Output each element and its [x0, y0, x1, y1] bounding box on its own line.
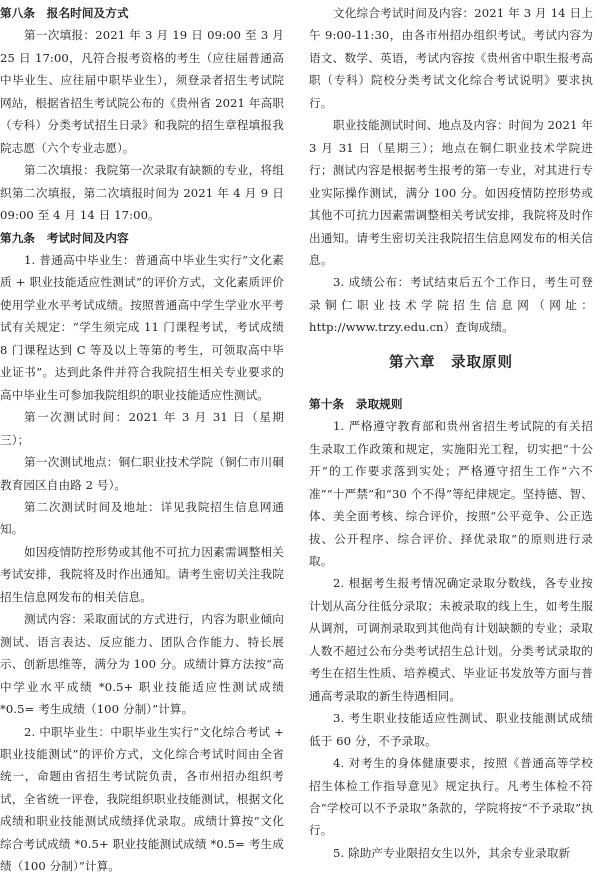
- admission-rule-1: 1. 严格遵守教育部和贵州省招生考试院的有关招生录取工作政策和规定，实施阳光工程，切实把“十公开”的工作要求落到实处；严格遵守招生工作“六不准”“十严禁”和“30 个不得”等纪律规定。坚持德、智、体、美全面考核、综合评价，按照“公平竞争、公正选拔、公开程序、综合评价、择优录取”的原则进行录取。: [309, 419, 593, 568]
- first-test-location: 第一次测试地点：铜仁职业技术学院（铜仁市川硐教育园区自由路 2 号）。: [0, 455, 284, 492]
- left-column: [0, 2, 284, 878]
- second-test-info: 第二次测试时间及地址：详见我院招生信息网通知。: [0, 499, 284, 537]
- admission-rule-2: 2. 根据考生报考情况确定录取分数线，各专业按计划从高分往低分录取；未被录取的线上生，如考生服从调剂，可调剂录取到其他尚有计划缺额的专业；录取人数不超过公布分类考试招生总计划。分类考试录取的考生在招生性质、培养模式、毕业证书发放等方面与普通高考录取的新生待遇相同。: [309, 576, 593, 703]
- article-8-heading: 第八条 报名时间及方式: [0, 6, 129, 20]
- first-registration-paragraph: 第一次填报：2021 年 3 月 19 日 09:00 至 3 月 25 日 17:00，凡符合报考资格的考生（应往届普通高中毕业生、应往届中职毕业生），须登录者招生考试院网站，根据省招生考试院公布的《贵州省 2021 年高职（专科）分类考试招生日录》和我院的招生章程填报我院志愿（六个专业志愿）。: [0, 28, 284, 155]
- admission-rule-4: 4. 对考生的身体健康要求，按照《普通高等学校招生体检工作指导意见》规定执行。凡考生体检不符合“学校可以不予录取”条款的，学院将按“不予录取”执行。: [309, 756, 593, 838]
- chapter-6-heading: 第六章 录取原则: [389, 354, 513, 371]
- vocational-graduates-paragraph: 2. 中职毕业生：中职毕业生实行“文化综合考试 + 职业技能测试”的评价方式，文化综合考试时间由全省统一，命题由省招生考试院负责，各市州招办组织考试，全省统一评卷，我院组织职业技能测试，根据文化成绩和职业技能测试成绩择优录取。成绩计算按“文化综合考试成绩 *0.5+ 职业技能测试成绩 *0.5= 考生成绩（100 分制）”计算。: [0, 724, 284, 874]
- article-10-heading: 第十条 录取规则: [309, 396, 403, 411]
- high-school-graduates-paragraph: 1. 普通高中毕业生：普通高中毕业生实行“文化素质 + 职业技能适应性测试”的评价方式，文化素质评价使用学业水平考试成绩。按照普通高中学生学业水平考试有关规定：“学生须完成 11 门课程考试，考试成绩 8 门课程达到 C 等及以上等第的考生，可领取高中毕业证书”。达到此条件并符合我院招生相关专业要求的高中毕业生可参加我院组织的职业技能适应性测试。: [0, 252, 284, 402]
- admission-rule-3: 3. 考生职业技能适应性测试、职业技能测试成绩低于 60 分，不予录取。: [309, 711, 593, 748]
- culture-exam-paragraph: 文化综合考试时间及内容：2021 年 3 月 14 日上午 9:00-11:30，由各市州招办组织考试。考试内容为语文、数学、英语，考试内容按《贵州省中职生报考高职（专科）院校分类考试文化综合考试说明》要求执行。: [309, 6, 593, 110]
- score-release-paragraph: 3. 成绩公布：考试结束后五个工作日，考生可登录铜仁职业技术学院招生信息网（网址：http://www.trzy.edu.cn）查询成绩。: [309, 275, 593, 335]
- right-column: [309, 2, 593, 864]
- test-content-paragraph: 测试内容：采取面试的方式进行，内容为职业倾向测试、语言表达、反应能力、团队合作能力、特长展示、创新思维等，满分为 100 分。成绩计算方法按“高中学业水平成绩 *0.5+ 职业技能适应性测试成绩 *0.5= 考生成绩（100 分制）”计算。: [0, 612, 284, 717]
- skills-test-paragraph: 职业技能测试时间、地点及内容：时间为 2021 年 3 月 31 日（星期三）；地点在铜仁职业技术学院进行；测试内容是根据考生报考的第一专业，对其进行专业实际操作测试，满分 100 分。如因疫情防控形势或其他不可抗力因素需调整相关考试安排，我院将及时作出通知。请考生密切关注我院招生信息网发布的相关信息。: [309, 118, 593, 267]
- first-test-time: 第一次测试时间：2021 年 3 月 31 日（星期三）；: [0, 410, 284, 447]
- article-9-heading: 第九条 考试时间及内容: [0, 230, 129, 245]
- admission-rule-5: 5. 除助产专业限招女生以外，其余专业录取新: [333, 845, 571, 860]
- second-registration-paragraph: 第二次填报：我院第一次录取有缺额的专业，将组织第二次填报，第二次填报时间为 2021 年 4 月 9 日 09:00 至 4 月 14 日 17:00。: [0, 163, 284, 223]
- epidemic-notice: 如因疫情防控形势或其他不可抗力因素需调整相关考试安排，我院将及时作出通知。请考生密切关注我院招生信息网发布的相关信息。: [0, 544, 284, 604]
